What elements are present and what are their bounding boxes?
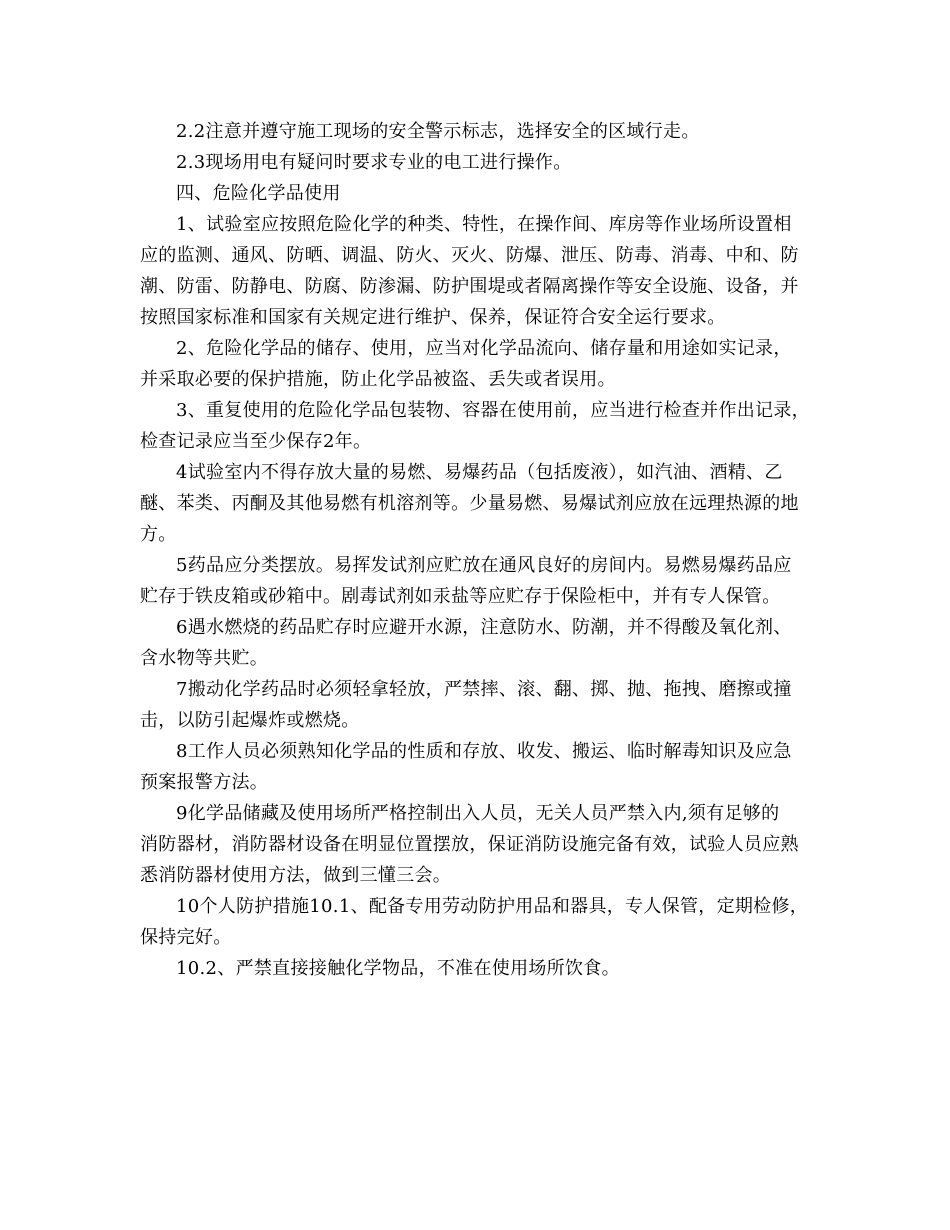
paragraph-line: 保持完好。 <box>140 927 232 948</box>
paragraph-line: 应的监测、通风、防晒、调温、防火、灭火、防爆、泄压、防毒、消毒、中和、防 <box>140 245 799 266</box>
paragraph-line: 10.2、严禁直接接触化学物品，不准在使用场所饮食。 <box>176 958 620 979</box>
paragraph-line: 2、危险化学品的储存、使用，应当对化学品流向、储存量和用途如实记录， <box>176 338 792 359</box>
paragraph <box>140 333 826 395</box>
paragraph-line: 4试验室内不得存放大量的易燃、易爆药品（包括废液），如汽油、酒精、乙 <box>176 462 783 483</box>
paragraph-line: 醚、苯类、丙酮及其他易燃有机溶剂等。少量易燃、易爆试剂应放在远理热源的地 <box>140 493 799 514</box>
paragraph <box>140 395 826 457</box>
paragraph-line: 贮存于铁皮箱或砂箱中。剧毒试剂如汞盐等应贮存于保险柜中，并有专人保管。 <box>140 586 781 607</box>
document-body <box>140 116 826 984</box>
paragraph <box>140 550 826 612</box>
paragraph <box>140 116 826 147</box>
paragraph-line: 6遇水燃烧的药品贮存时应避开水源，注意防水、防潮，并不得酸及氧化剂、 <box>176 617 792 638</box>
paragraph-line: 按照国家标准和国家有关规定进行维护、保养，保证符合安全运行要求。 <box>140 307 726 328</box>
paragraph <box>140 798 826 891</box>
paragraph <box>140 674 826 736</box>
paragraph <box>140 209 826 333</box>
paragraph-line: 击，以防引起爆炸或燃烧。 <box>140 710 360 731</box>
paragraph-line: 悉消防器材使用方法，做到三懂三会。 <box>140 865 452 886</box>
paragraph-line: 9化学品储藏及使用场所严格控制出入人员，无关人员严禁入内,须有足够的 <box>176 803 780 824</box>
paragraph <box>140 147 826 178</box>
paragraph-line: 检查记录应当至少保存2年。 <box>140 431 372 452</box>
paragraph <box>140 457 826 550</box>
paragraph-line: 10个人防护措施10.1、配备专用劳动防护用品和器具，专人保管，定期检修， <box>176 896 809 917</box>
paragraph-line: 8工作人员必须熟知化学品的性质和存放、收发、搬运、临时解毒知识及应急 <box>176 741 792 762</box>
paragraph-line: 潮、防雷、防静电、防腐、防渗漏、防护围堤或者隔离操作等安全设施、设备，并 <box>140 276 799 297</box>
paragraph-line: 3、重复使用的危险化学品包装物、容器在使用前，应当进行检查并作出记录， <box>176 400 810 421</box>
paragraph-line: 四、危险化学品使用 <box>176 183 341 204</box>
paragraph-line: 消防器材，消防器材设备在明显位置摆放，保证消防设施完备有效，试验人员应熟 <box>140 834 799 855</box>
paragraph-line: 7搬动化学药品时必须轻拿轻放，严禁摔、滚、翻、掷、抛、拖拽、磨擦或撞 <box>176 679 792 700</box>
paragraph-line: 1、试验室应按照危险化学的种类、特性，在操作间、库房等作业场所设置相 <box>176 214 792 235</box>
paragraph <box>140 178 826 209</box>
paragraph <box>140 736 826 798</box>
paragraph <box>140 891 826 953</box>
paragraph-line: 预案报警方法。 <box>140 772 269 793</box>
paragraph <box>140 612 826 674</box>
paragraph-line: 并采取必要的保护措施，防止化学品被盗、丢失或者误用。 <box>140 369 616 390</box>
paragraph-line: 2.2注意并遵守施工现场的安全警示标志，选择安全的区域行走。 <box>176 121 700 142</box>
paragraph-line: 5药品应分类摆放。易挥发试剂应贮放在通风良好的房间内。易燃易爆药品应 <box>176 555 792 576</box>
paragraph-line: 含水物等共贮。 <box>140 648 269 669</box>
paragraph <box>140 953 826 984</box>
paragraph-line: 方。 <box>140 524 177 545</box>
paragraph-line: 2.3现场用电有疑问时要求专业的电工进行操作。 <box>176 152 572 173</box>
